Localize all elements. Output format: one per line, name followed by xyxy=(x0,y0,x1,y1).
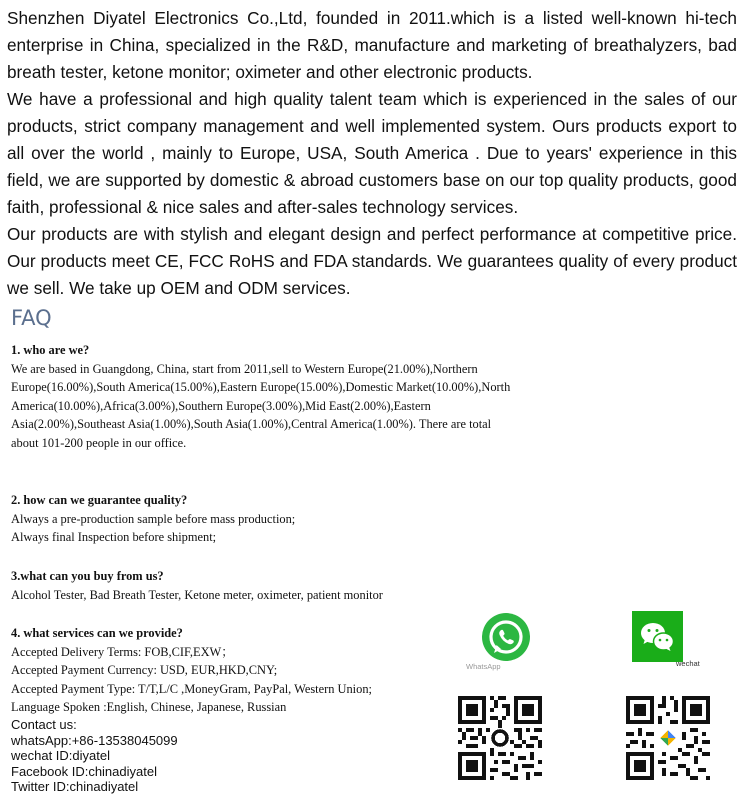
faq-item-3 xyxy=(11,567,531,604)
intro-paragraph-2: We have a professional and high quality talent team which is experienced in the sales of our products, strict company management and well implemented system. Ours products export to all over the world , mainly to Europe, USA, South America . Due to years' experience in this field, we are supported by domestic & abroad customers base on our top quality products, good faith, professional & nice sales and after-sales technology services. xyxy=(7,89,737,217)
faq-item-2 xyxy=(11,491,531,547)
wechat-icon xyxy=(632,611,683,662)
faq-answer-4-line-3: Accepted Payment Type: T/T,L/C ,MoneyGram, PayPal, Western Union; xyxy=(11,681,372,696)
whatsapp-icon xyxy=(481,612,531,662)
faq-answer-4-line-2: Accepted Payment Currency: USD, EUR,HKD,CNY; xyxy=(11,663,278,677)
faq-question-1: 1. who are we? xyxy=(11,343,90,357)
intro-paragraph-3: Our products are with stylish and elegant design and perfect performance at competitive price. Our products meet CE, FCC RoHS and FDA standards. We guarantees quality of every product we sell. We take up OEM and ODM services. xyxy=(7,224,737,298)
contact-wechat: wechat ID:diyatel xyxy=(11,748,110,764)
contact-heading: Contact us: xyxy=(11,717,77,732)
faq-question-2: 2. how can we guarantee quality? xyxy=(11,493,188,507)
faq-item-1 xyxy=(11,341,531,452)
company-intro xyxy=(7,5,737,302)
intro-paragraph-1: Shenzhen Diyatel Electronics Co.,Ltd, founded in 2011.which is a listed well-known hi-tech enterprise in China, specialized in the R&D, manufacture and marketing of breathalyzers, bad breath tester, ketone monitor; oximeter and other electronic products. xyxy=(7,8,737,82)
faq-answer-1: We are based in Guangdong, China, start from 2011,sell to Western Europe(21.00%),Northern Europe(16.00%),South America(15.00%),Eastern Europe(15.00%),Domestic Market(10.00%),North America(10.00%),Africa(3.00%),Southern Europe(3.00%),Mid East(2.00%),Eastern Asia(2.00%),Southeast Asia(1.00%),South Asia(1.00%),Central America(1.00%). There are total about 101-200 people in our office. xyxy=(11,361,511,450)
contact-whatsapp: whatsApp:+86-13538045099 xyxy=(11,732,178,748)
contact-twitter: Twitter ID:chinadiyatel xyxy=(11,779,139,795)
faq-answer-2-line-1: Always a pre-production sample before mass production; xyxy=(11,511,296,526)
wechat-qr-code xyxy=(626,696,710,780)
faq-question-4: 4. what services can we provide? xyxy=(11,626,183,640)
faq-answer-2-line-2: Always final Inspection before shipment; xyxy=(11,530,217,544)
faq-title: FAQ xyxy=(11,306,52,330)
wechat-label: wechat xyxy=(676,659,700,668)
whatsapp-qr-code xyxy=(458,696,542,780)
contact-block xyxy=(11,717,178,795)
faq-answer-4-line-4: Language Spoken :English, Chinese, Japanese, Russian xyxy=(11,700,287,714)
faq-item-4 xyxy=(11,624,531,717)
contact-facebook: Facebook ID:chinadiyatel xyxy=(11,763,157,779)
faq-answer-3: Alcohol Tester, Bad Breath Tester, Ketone meter, oximeter, patient monitor xyxy=(11,587,383,602)
faq-question-3: 3.what can you buy from us? xyxy=(11,569,164,583)
faq-answer-4-line-1: Accepted Delivery Terms: FOB,CIF,EXW； xyxy=(11,644,234,659)
whatsapp-label: WhatsApp xyxy=(466,662,501,671)
